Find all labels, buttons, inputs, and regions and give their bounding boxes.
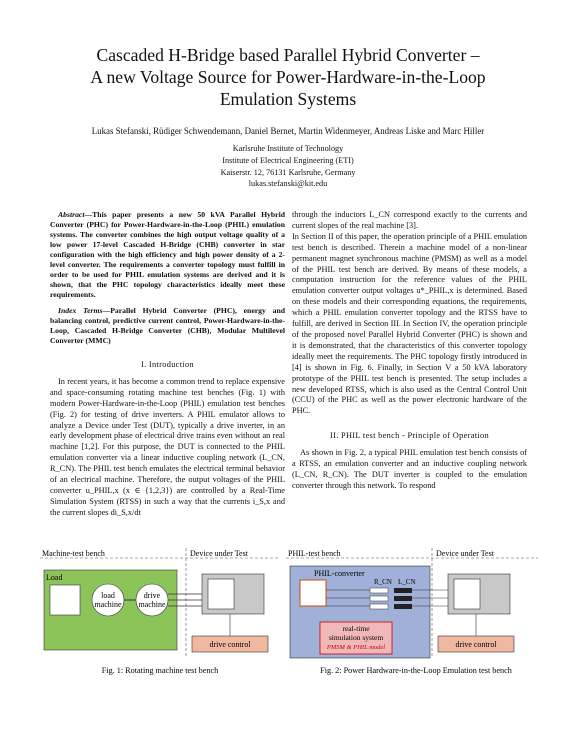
fig2-inductor-1: [394, 588, 412, 593]
fig1-drive-control-label: drive control: [209, 640, 251, 649]
figures-svg: [40, 548, 540, 738]
fig2-lcn-label: L_CN: [398, 578, 416, 586]
left-column: [50, 210, 285, 519]
section-heading-phil: II. PHIL test bench - Principle of Operation: [330, 431, 489, 441]
fig1-caption: Fig. 1: Rotating machine test bench: [101, 666, 219, 675]
fig1-load-label: Load: [46, 573, 63, 582]
fig2-resistor-3: [370, 604, 388, 609]
affiliation-line-3: Kaiserstr. 12, 76131 Karlsruhe, Germany: [220, 167, 356, 177]
fig1-drive-machine-2: machine: [138, 600, 166, 609]
fig1-machine-bench-label: Machine-test bench: [42, 549, 105, 558]
fig1-load-machine-2: machine: [94, 600, 122, 609]
fig2-diagram: [286, 548, 538, 658]
fig2-rtss-line-3: PMSM & PHIL model: [326, 644, 386, 651]
affiliation-line-1: Karlsruhe Institute of Technology: [232, 144, 344, 153]
abstract: [50, 210, 285, 300]
fig2-phil-converter-label: PHIL-converter: [314, 569, 365, 578]
fig1-load-machine-1: load: [101, 591, 115, 600]
fig2-inductor-2: [394, 596, 412, 601]
fig2-phil-bench-label: PHIL-test bench: [288, 549, 341, 558]
fig2-inductor-3: [394, 604, 412, 609]
author-list: Lukas Stefanski, Rüdiger Schwendemann, Daniel Bernet, Martin Widenmeyer, Andreas Liske and Marc Hiller: [91, 126, 485, 136]
section-heading-introduction: I. Introduction: [141, 360, 194, 369]
index-terms-label: Index Terms: [58, 306, 103, 315]
title-line-1: Cascaded H-Bridge based Parallel Hybrid Converter –: [96, 45, 480, 65]
fig2-resistor-2: [370, 596, 388, 601]
fig2-rtss-line-1: real-time: [342, 624, 370, 633]
right-paragraph-1: In Section II of this paper, the operation principle of a PHIL emulation test bench is described. Therein a machine model of a non-linear permanent magnet synchronous machine (PMSM) as well as a model of the PHIL test bench are derived. By means of these models, a computation instruction for the reference values of the PHIL emulation converter output voltages u*_PHIL,x is determined. Based on these models and their corresponding equations, the requirements, which a PHIL emulation converter topology and the RTSS have to fulfill, are derived in Section III. In Section IV, the operation principle of the proposed novel Parallel Hybrid Converter (PHC) is shown and it is demonstrated, that the characteristics of this converter topology ideally meet the requirements. The PHC topology firstly introduced in [4] is shown in Fig. 6. Finally, in Section V a 50 kVA laboratory prototype of the PHIL test bench is presented. The setup includes a new developed RTSS, which is also used as the Central Control Unit (CCU) of the PHC as well as the power electronic hardware of the PHC.: [292, 231, 527, 416]
paper-title: [40, 44, 536, 110]
fig2-dut-label: Device under Test: [436, 549, 494, 558]
affiliation-line-2: Institute of Electrical Engineering (ETI): [222, 155, 354, 165]
fig1-dut-inverter-icon: [208, 579, 234, 609]
abstract-label: Abstract: [58, 210, 85, 219]
fig2-caption: Fig. 2: Power Hardware-in-the-Loop Emulation test bench: [320, 666, 512, 675]
fig1-diagram: [40, 548, 280, 658]
affiliation: [100, 143, 476, 190]
fig1-dut-label: Device under Test: [190, 549, 248, 558]
intro-paragraph: In recent years, it has become a common trend to replace expensive and space-consuming rotating machine test benches (Fig. 1) with modern Power-Hardware-in-the-Loop (PHIL) emulation test benches (Fig. 2) for testing of drive inverters. A PHIL emulator allows to analyze a Device under Test (DUT), typically a drive inverter, in an early development phase of electrical drive trains even without an real machine [1,2]. For this purpose, the DUT is connected to the PHIL emulation converter via a linear inductive coupling network (L_CN, R_CN). The PHIL test bench emulates the electrical terminal behavior of an electrical machine. Therefore, the output voltages of the PHIL converter u_PHIL,x (x ∈ {1,2,3}) are controlled by a Real-Time Simulation System (RTSS) in such a way that the currents i_S,x and the current slopes di_S,x/dt: [50, 376, 285, 517]
title-line-3: Emulation Systems: [219, 89, 357, 109]
right-paragraph-2: As shown in Fig. 2, a typical PHIL emulation test bench consists of a RTSS, an emulation converter and an inductive coupling network (L_CN, R_CN). The DUT inverter is coupled to the emulation converter through this network. To respond: [292, 448, 527, 490]
fig1-drive-machine-1: drive: [143, 591, 161, 600]
abstract-text: —This paper presents a new 50 kVA Parallel Hybrid Converter (PHC) for Power-Hardware-in-the-Loop (PHIL) emulation systems. The converter combines the high output voltage quality of a low power 17-level Cascaded H-Bridge (CHB) converter in star configuration with the high efficiency and high power density of a 2-level converter. The requirements a converter topology must fulfill in order to be used for PHIL emulation systems are derived and it is shown, that the PHC topology characteristics ideally meet these requirements.: [50, 210, 285, 299]
index-terms-text: —Parallel Hybrid Converter (PHC), energy and balancing control, predictive current control, Power-Hardware-in-the-Loop, Cascaded H-Bridge Converter (CHB), Modular Multilevel Converter (MMC): [50, 306, 285, 345]
fig2-resistor-1: [370, 588, 388, 593]
right-paragraph-0: through the inductors L_CN correspond exactly to the currents and current slopes of the real machine [3].: [292, 210, 527, 230]
fig2-drive-control-label: drive control: [455, 640, 497, 649]
fig2-rtss-line-2: simulation system: [328, 633, 384, 642]
fig1-load-inverter-icon: [50, 585, 80, 615]
fig2-converter-icon: [300, 580, 326, 606]
fig2-rcn-label: R_CN: [374, 578, 392, 586]
title-line-2: A new Voltage Source for Power-Hardware-in-the-Loop: [90, 67, 486, 87]
index-terms: [50, 306, 285, 346]
fig2-dut-inverter-icon: [454, 579, 480, 609]
author-email: lukas.stefanski@kit.edu: [248, 179, 328, 189]
right-column: [292, 210, 527, 492]
